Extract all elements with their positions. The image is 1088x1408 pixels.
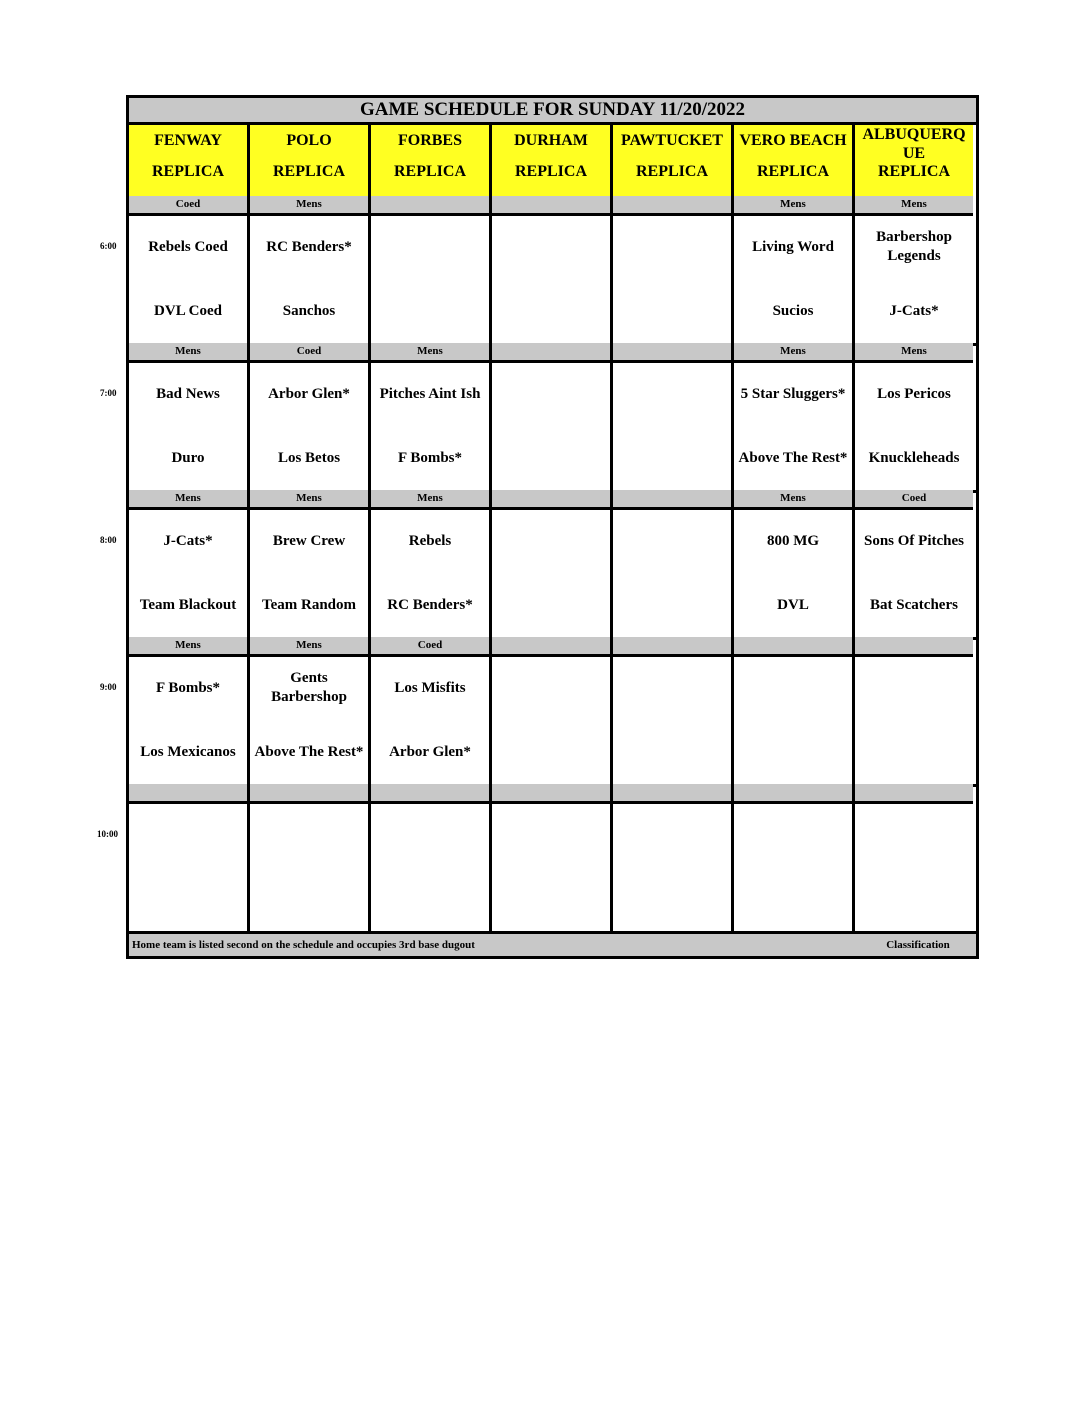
field-name: POLO [286,132,332,149]
classification-label: Coed [250,343,368,363]
home-team: DVL Coed [154,303,222,319]
game-cell [129,216,247,343]
game-cell [613,804,731,931]
field-subtitle: REPLICA [514,163,587,180]
away-team: Bad News [156,386,220,402]
classification-label: Mens [371,343,489,363]
classification-label [492,490,610,510]
classification-label: Mens [250,637,368,657]
classification-label [855,637,973,657]
schedule-footer [129,934,976,956]
game-cell [734,657,852,784]
classification-label [492,343,610,363]
game-cell [129,804,247,931]
classification-label [613,490,731,510]
home-team: Arbor Glen* [389,744,471,760]
away-team: Los Pericos [877,386,951,402]
game-cell [613,363,731,490]
field-subtitle: REPLICA [877,163,950,180]
classification-label [613,343,731,363]
home-team: Team Blackout [139,597,237,613]
game-cell [371,363,489,490]
column-divider [852,125,855,931]
game-cell [855,804,973,931]
field-header [129,125,247,199]
field-header [734,125,852,199]
field-subtitle: REPLICA [393,163,466,180]
classification-label: Mens [734,343,852,363]
field-subtitle: REPLICA [635,163,708,180]
game-cell [371,510,489,637]
column-divider [610,125,613,931]
game-cell [492,804,610,931]
home-team: Bat Scatchers [870,597,958,613]
away-team: Gents Barbershop [271,670,347,705]
classification-label: Mens [371,490,489,510]
classification-label: Coed [129,196,247,216]
game-cell [855,510,973,637]
column-divider [489,125,492,931]
column-divider [247,125,250,931]
time-label: 9:00 [100,682,117,692]
game-cell [129,510,247,637]
classification-label: Mens [734,490,852,510]
home-team: Los Mexicanos [140,744,236,760]
field-header [613,125,731,199]
classification-label [129,784,247,804]
time-label: 6:00 [100,241,117,251]
field-name: FENWAY [154,132,222,149]
field-name: DURHAM [514,132,588,149]
field-header [855,125,973,199]
classification-label [492,784,610,804]
classification-label: Mens [250,490,368,510]
classification-label: Mens [734,196,852,216]
game-cell [492,216,610,343]
home-team: Sucios [772,303,814,319]
game-cell [129,363,247,490]
field-subtitle: REPLICA [756,163,829,180]
home-team: Above The Rest* [738,450,848,466]
time-label: 10:00 [97,829,118,839]
classification-label: Coed [855,490,973,510]
footer-note: Home team is listed second on the schedule and occupies 3rd base dugout [132,939,475,951]
away-team: Arbor Glen* [268,386,350,402]
game-cell [371,804,489,931]
away-team: Rebels [408,533,452,549]
classification-label [492,637,610,657]
away-team: Brew Crew [272,533,346,549]
game-cell [855,216,973,343]
home-team: DVL [777,597,809,613]
classification-label: Mens [855,343,973,363]
classification-label [613,196,731,216]
home-team: F Bombs* [397,450,463,466]
column-divider [368,125,371,931]
field-header [250,125,368,199]
schedule-title: GAME SCHEDULE FOR SUNDAY 11/20/2022 [129,98,976,125]
home-team: Team Random [261,597,357,613]
column-divider [731,125,734,931]
away-team: J-Cats* [163,533,213,549]
field-name: VERO BEACH [739,132,847,149]
game-cell [734,510,852,637]
field-subtitle: REPLICA [151,163,224,180]
away-team: Sons Of Pitches [863,533,964,549]
classification-label [613,637,731,657]
game-cell [250,216,368,343]
game-cell [613,510,731,637]
game-cell [129,657,247,784]
classification-label: Mens [250,196,368,216]
game-cell [613,216,731,343]
away-team: Rebels Coed [148,239,228,255]
away-team: Barbershop Legends [876,229,952,264]
home-team: Knuckleheads [868,450,960,466]
game-cell [492,363,610,490]
classification-label [492,196,610,216]
field-subtitle: REPLICA [272,163,345,180]
game-cell [855,657,973,784]
field-name: PAWTUCKET [621,132,723,149]
home-team: Los Betos [277,450,341,466]
classification-label [371,196,489,216]
away-team: F Bombs* [155,680,221,696]
away-team: Pitches Aint Ish [379,386,481,402]
home-team: J-Cats* [889,303,939,319]
classification-label [250,784,368,804]
game-cell [613,657,731,784]
footer-legend: Classification [886,939,950,951]
game-cell [371,216,489,343]
game-cell [250,510,368,637]
game-cell [734,216,852,343]
time-label: 8:00 [100,535,117,545]
classification-label [734,637,852,657]
away-team: Living Word [752,239,834,255]
classification-label: Mens [129,343,247,363]
classification-label: Mens [855,196,973,216]
classification-label: Coed [371,637,489,657]
home-team: RC Benders* [387,597,473,613]
home-team: Duro [171,450,205,466]
away-team: 800 MG [766,533,820,549]
schedule-sheet [126,95,979,959]
game-cell [250,804,368,931]
game-cell [734,804,852,931]
game-cell [855,363,973,490]
game-cell [492,510,610,637]
classification-label: Mens [129,637,247,657]
away-team: Los Misfits [394,680,466,696]
classification-label [855,784,973,804]
home-team: Above The Rest* [254,744,364,760]
game-cell [734,363,852,490]
classification-label [371,784,489,804]
game-cell [250,657,368,784]
game-cell [492,657,610,784]
classification-label: Mens [129,490,247,510]
away-team: 5 Star Sluggers* [740,386,846,402]
field-name: ALBUQUERQUE [862,126,966,162]
field-header [371,125,489,199]
field-header [492,125,610,199]
home-team: Sanchos [282,303,336,319]
game-cell [371,657,489,784]
away-team: RC Benders* [266,239,352,255]
game-cell [250,363,368,490]
field-name: FORBES [397,132,462,149]
time-label: 7:00 [100,388,117,398]
classification-label [734,784,852,804]
classification-label [613,784,731,804]
